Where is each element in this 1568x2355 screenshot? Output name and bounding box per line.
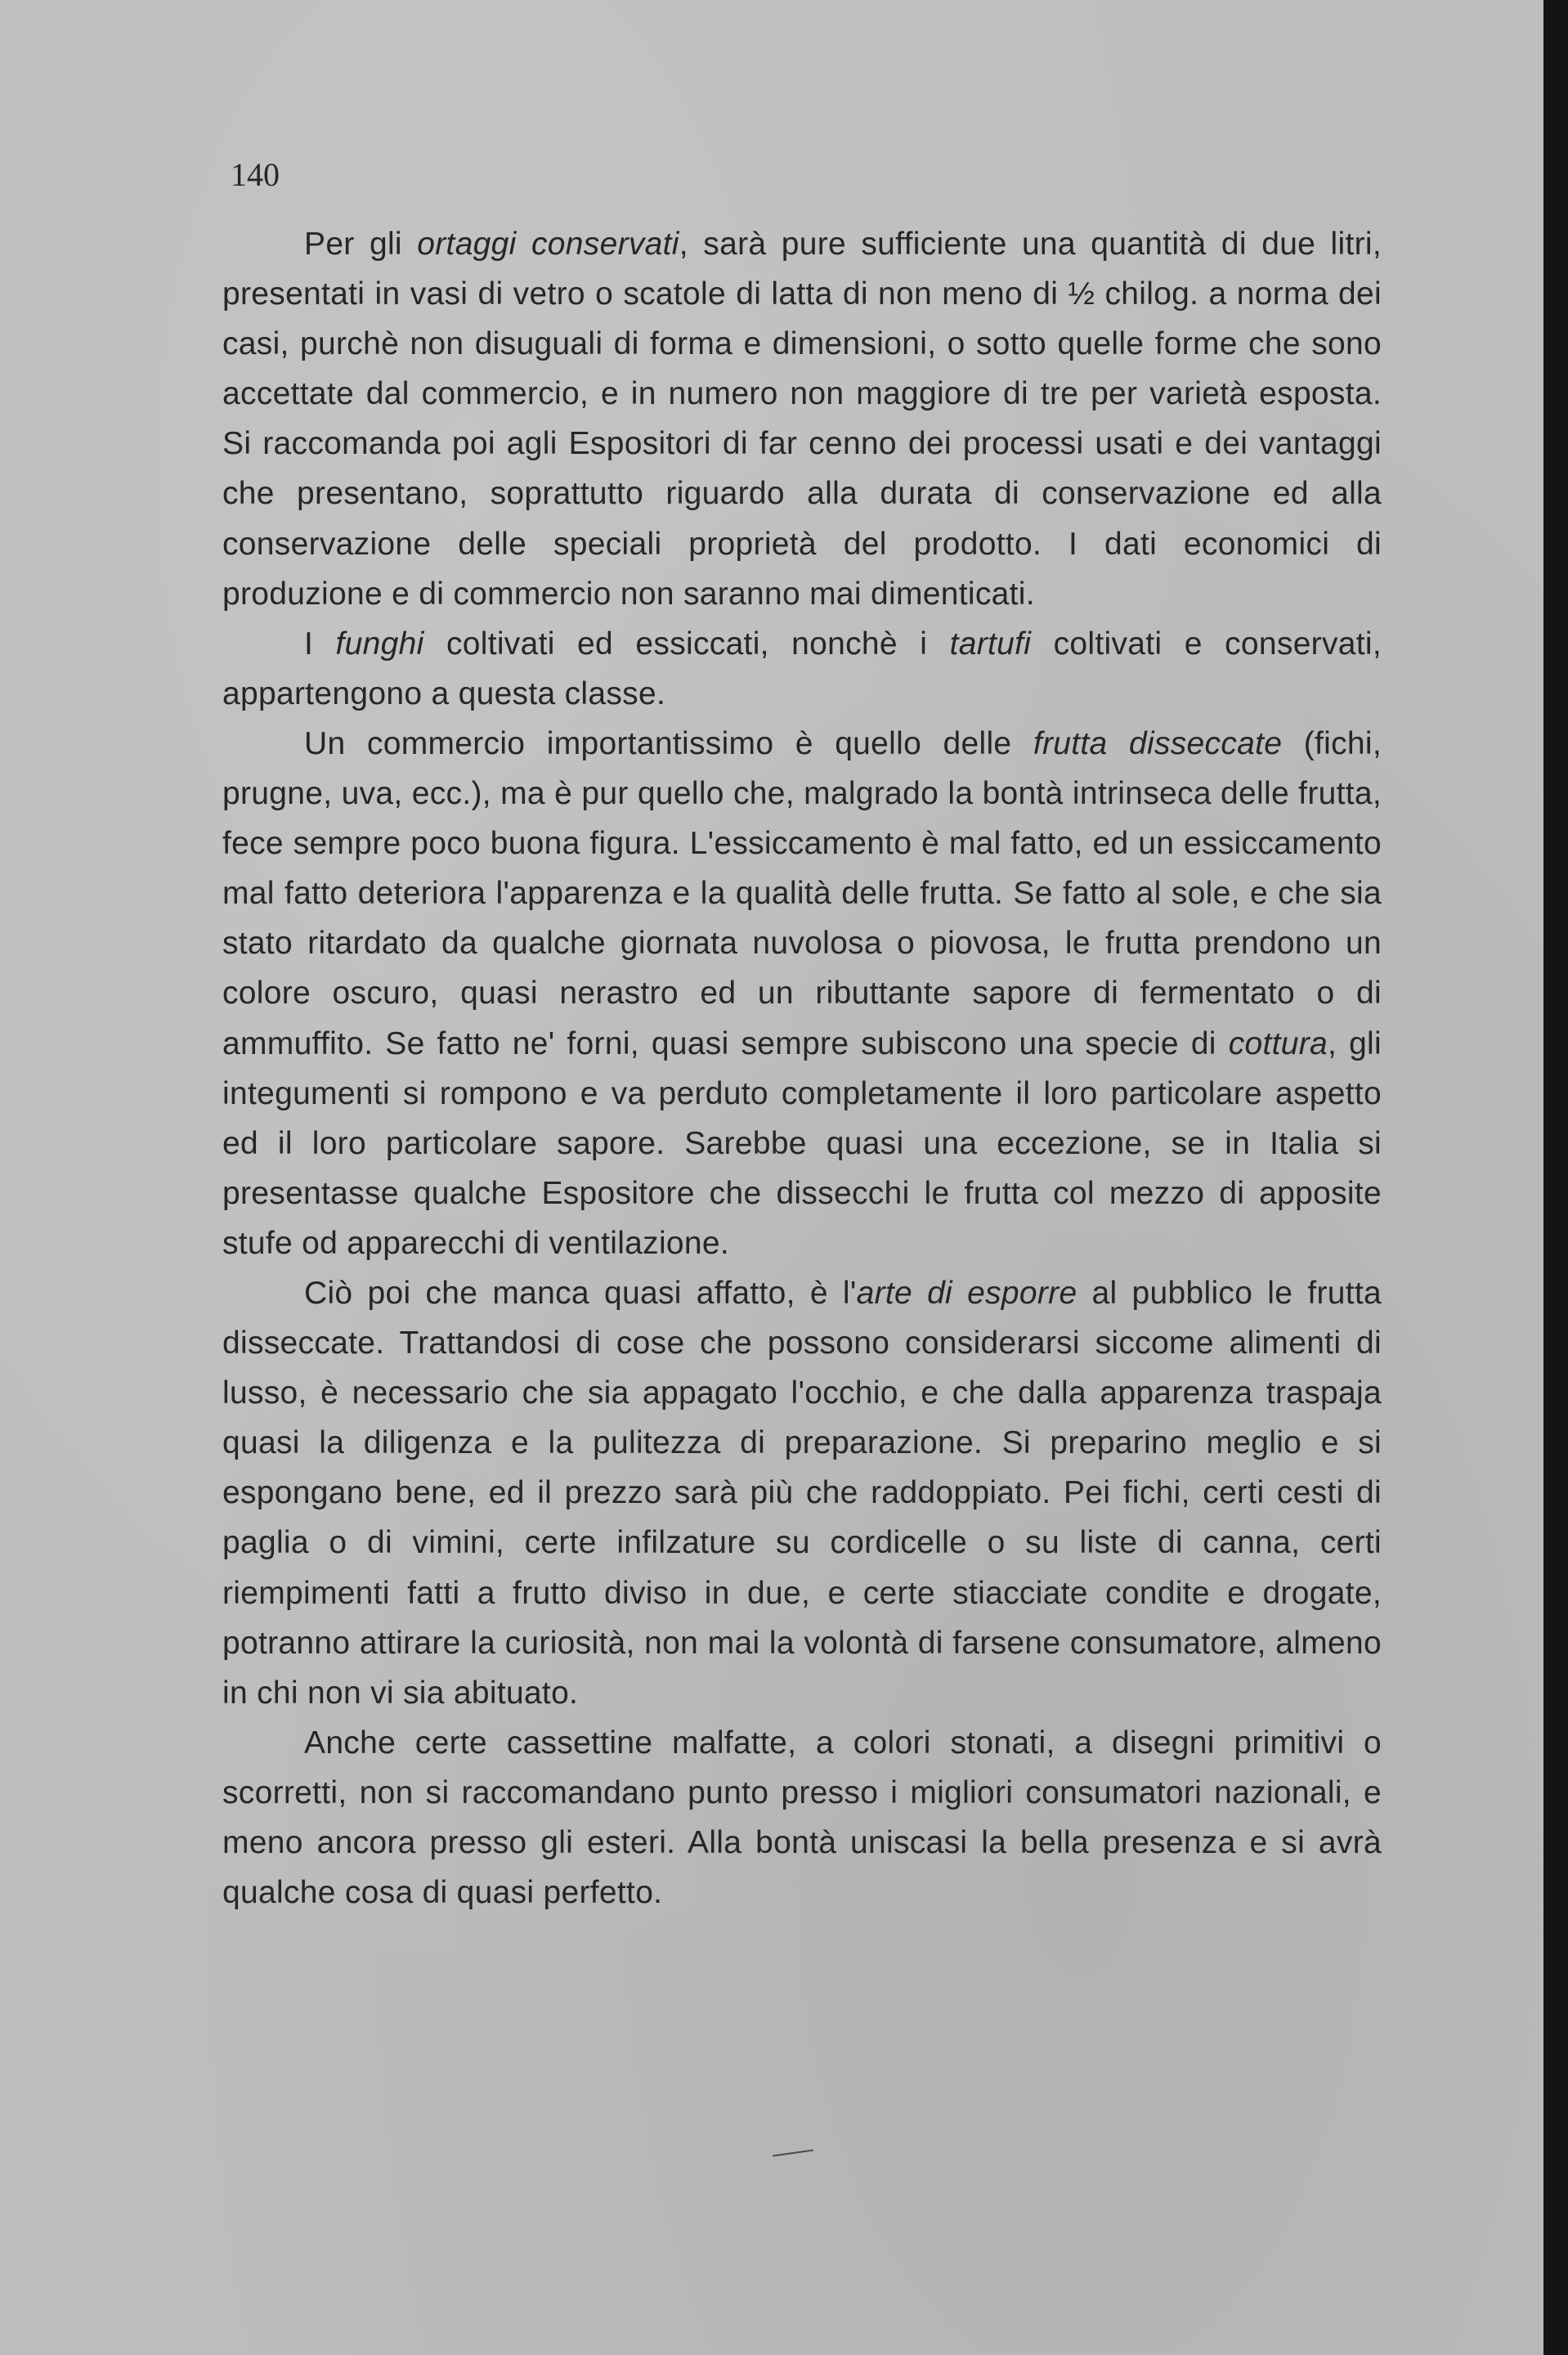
italic-text-segment: ortaggi conservati <box>417 227 679 262</box>
paragraph <box>222 1718 1382 1918</box>
paragraph <box>222 619 1382 719</box>
text-segment: Per gli <box>304 227 418 262</box>
text-segment: I <box>304 626 336 662</box>
paragraph <box>222 1268 1382 1718</box>
text-segment: , gli integumenti si rompono e va perduto completamente il loro particolare aspetto ed il loro particolare sapore. Sarebbe quasi una eccezione, se in Italia si presentasse qualche Espositore che dissecchi le frutta col mezzo di apposite stufe od apparecchi di ventilazione. <box>222 1025 1382 1261</box>
text-segment: coltivati e conservati, appartengono a questa classe. <box>222 626 1382 711</box>
scan-border <box>1543 0 1568 2355</box>
italic-text-segment: funghi <box>335 626 424 662</box>
text-segment: , sarà pure sufficiente una quantità di due litri, presentati in vasi di vetro o scatole di latta di non meno di ½ chilog. a norma dei casi, purchè non disuguali di forma e dimensioni, o sotto quelle forme che sono accettate dal commercio, e in numero non maggiore di tre per varietà esposta. Si raccomanda poi agli Espositori di far cenno dei processi usati e dei vantaggi che presentano, soprattutto riguardo alla durata di conservazione ed alla conservazione delle speciali proprietà del prodotto. I dati economici di produzione e di commercio non saranno mai dimenticati. <box>222 227 1382 612</box>
italic-text-segment: frutta disseccate <box>1033 725 1283 761</box>
stray-ink-mark <box>773 2150 813 2157</box>
paragraph <box>222 219 1382 619</box>
text-segment: Ciò poi che manca quasi affatto, è l' <box>304 1275 857 1311</box>
body-text <box>222 219 1382 1918</box>
italic-text-segment: arte di esporre <box>856 1275 1077 1311</box>
paragraph <box>222 719 1382 1268</box>
text-segment: (fichi, prugne, uva, ecc.), ma è pur quello che, malgrado la bontà intrinseca delle frutta, fece sempre poco buona figura. L'essiccamento è mal fatto, ed un essiccamento mal fatto deteriora l'apparenza e la qualità delle frutta. Se fatto al sole, e che sia stato ritardato da qualche giornata nuvolosa o piovosa, le frutta prendono un colore oscuro, quasi nerastro ed un ributtante sapore di fermentato o di ammuffito. Se fatto ne' forni, quasi sempre subiscono una specie di <box>222 725 1382 1061</box>
text-segment: coltivati ed essiccati, nonchè i <box>423 626 950 662</box>
page-number: 140 <box>231 156 280 193</box>
text-segment: Anche certe cassettine malfatte, a colori stonati, a disegni primitivi o scorretti, non si raccomandano punto presso i migliori consumatori nazionali, e meno ancora presso gli esteri. Alla bontà uniscasi la bella presenza e si avrà qualche cosa di quasi perfetto. <box>222 1725 1382 1911</box>
text-segment: al pubblico le frutta disseccate. Trattandosi di cose che possono considerarsi siccome alimenti di lusso, è necessario che sia appagato l'occhio, e che dalla apparenza traspaja quasi la diligenza e la pulitezza di preparazione. Si preparino meglio e si espongano bene, ed il prezzo sarà più che raddoppiato. Pei fichi, certi cesti di paglia o di vimini, certe infilzature su cordicelle o su liste di canna, certi riempimenti fatti a frutto diviso in due, e certe stiacciate condite e drogate, potranno attirare la curiosità, non mai la volontà di farsene consumatore, almeno in chi non vi sia abituato. <box>222 1275 1382 1711</box>
italic-text-segment: cottura <box>1228 1025 1328 1061</box>
text-segment: Un commercio importantissimo è quello delle <box>304 725 1033 761</box>
italic-text-segment: tartufi <box>949 626 1032 662</box>
